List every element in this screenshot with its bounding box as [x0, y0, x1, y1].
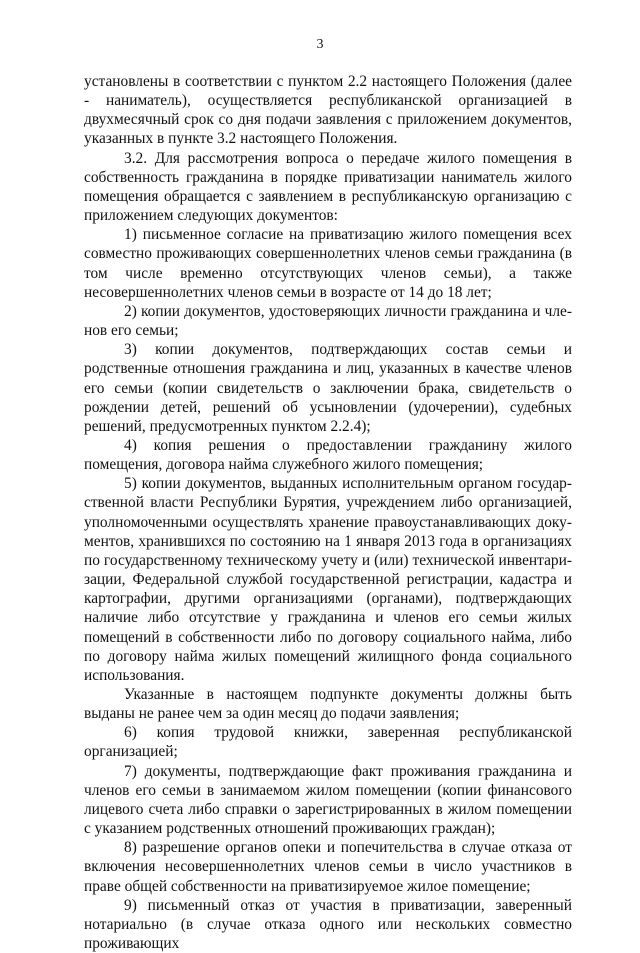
- paragraph-3-2: 3.2. Для рассмотрения вопроса о передаче жилого помещения в собственность гражданина в порядке приватизации наниматель жилого помещения обращается с заявлением в республиканскую организацию с приложением следующих документов:: [84, 149, 572, 225]
- list-item-1: 1) письменное согласие на приватизацию жилого помещения всех совместно проживающих совершеннолетних членов семьи гражданина (в том числе временно отсутствующих членов семьи), а также несовершеннолетних членов семьи в возрасте от 14 до 18 лет;: [84, 226, 572, 301]
- page-number: 3: [316, 37, 324, 52]
- document-body: [84, 72, 572, 953]
- list-item-3: 3) копии документов, подтверждающих состав семьи и родственные отношения гражданина и лиц, указанных в качестве членов его семьи (копии свидетельств о заключении брака, свидетельств о рождении детей, решений об усыновлении (удочерении), судебных решений, предусмотренных пунктом 2.2.4);: [84, 341, 572, 435]
- list-item-6: 6) копия трудовой книжки, заверенная республиканской организацией;: [84, 724, 572, 761]
- list-item-2: 2) копии документов, удостоверяющих личности гражданина и членов его семьи;: [84, 302, 572, 340]
- list-item-4: 4) копия решения о предоставлении гражданину жилого помещения, договора найма служебного жилого помещения;: [84, 436, 572, 474]
- list-item-8: 8) разрешение органов опеки и попечительства в случае отказа от включения несовершеннолетних членов семьи в число участников в праве общей собственности на приватизируемое жилое помещение;: [84, 839, 572, 895]
- list-item-5-note: Указанные в настоящем подпункте документы должны быть выданы не ранее чем за один месяц до подачи заявления;: [84, 686, 572, 723]
- list-item-9: 9) письменный отказ от участия в приватизации, заверенный нотариально (в случае отказа одного или нескольких совместно проживающих: [84, 896, 572, 953]
- list-item-7: 7) документы, подтверждающие факт проживания гражданина и членов его семьи в занимаемом жилом помещении (копии финансового лицевого счета либо справки о зарегистрированных в жилом помещении с указанием родственных отношений проживающих граждан);: [84, 762, 572, 838]
- list-item-5: 5) копии документов, выданных исполнительным органом государственной власти Республики Бурятия, учреждением либо организацией, уполномоченными осуществлять хранение правоустанавливающих документов, хранившихся по состоянию на 1 января 2013 года в организациях по государственному техническому учету и (или) технической инвентаризации, Федеральной службой государственной регистрации, кадастра и картографии, другими организациями (органами), подтверждающих наличие либо отсутствие у гражданина и членов его семьи жилых помещений в собственности либо по договору социального найма, либо по договору найма жилых помещений жилищного фонда социального использования.: [84, 475, 572, 684]
- paragraph-continuation: установлены в соответствии с пунктом 2.2 настоящего Положения (далее - наниматель), осуществляется республиканской организацией в двухмесячный срок со дня подачи заявления с приложением документов, указанных в пункте 3.2 настоящего Положения.: [84, 73, 572, 148]
